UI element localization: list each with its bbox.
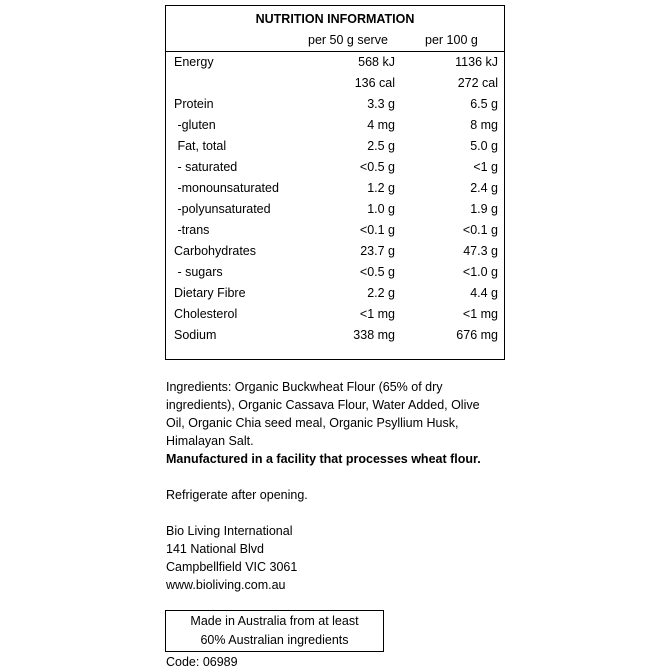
nutrient-label: -polyunsaturated xyxy=(174,202,271,216)
ingredients-line: ingredients), Organic Cassava Flour, Water Added, Olive xyxy=(166,398,480,412)
suburb-state-postcode: Campbellfield VIC 3061 xyxy=(166,560,298,574)
nutrient-label: Fat, total xyxy=(174,139,227,153)
value-per-100g: <1.0 g xyxy=(462,265,498,279)
value-per-serve: 2.5 g xyxy=(367,139,395,153)
nutrient-label: Cholesterol xyxy=(174,307,238,321)
nutrient-label: Dietary Fibre xyxy=(174,286,246,300)
ingredients-line: Himalayan Salt. xyxy=(166,434,254,448)
origin-line-1: Made in Australia from at least xyxy=(190,614,359,628)
nutrition-row xyxy=(166,178,504,199)
value-per-serve: 1.0 g xyxy=(367,202,395,216)
origin-line-2: 60% Australian ingredients xyxy=(200,633,349,647)
value-per-serve: 23.7 g xyxy=(360,244,395,258)
value-per-serve: 136 cal xyxy=(354,76,395,90)
storage-instructions: Refrigerate after opening. xyxy=(166,488,308,502)
nutrition-row xyxy=(166,73,504,94)
column-header-per-100g: per 100 g xyxy=(425,33,478,47)
nutrition-title: NUTRITION INFORMATION xyxy=(255,12,415,26)
value-per-serve: 3.3 g xyxy=(367,97,395,111)
value-per-serve: 338 mg xyxy=(353,328,395,342)
nutrient-label: -trans xyxy=(174,223,210,237)
nutrient-label: Protein xyxy=(174,97,214,111)
value-per-serve: <0.5 g xyxy=(359,160,395,174)
nutrient-label: - saturated xyxy=(174,160,238,174)
value-per-100g: 47.3 g xyxy=(463,244,498,258)
value-per-100g: 676 mg xyxy=(456,328,498,342)
value-per-serve: <1 mg xyxy=(359,307,395,321)
nutrition-row xyxy=(166,94,504,115)
column-header-per-serve: per 50 g serve xyxy=(308,33,388,47)
value-per-100g: 2.4 g xyxy=(470,181,498,195)
nutrient-label: Carbohydrates xyxy=(174,244,256,258)
nutrition-row xyxy=(166,283,504,304)
nutrition-row xyxy=(166,304,504,325)
value-per-100g: 5.0 g xyxy=(470,139,498,153)
ingredients-block xyxy=(166,378,511,468)
value-per-100g: 1.9 g xyxy=(470,202,498,216)
nutrition-row xyxy=(166,220,504,241)
value-per-serve: <0.1 g xyxy=(359,223,395,237)
value-per-100g: <0.1 g xyxy=(462,223,498,237)
value-per-100g: 8 mg xyxy=(470,118,498,132)
ingredients-line: Oil, Organic Chia seed meal, Organic Psyllium Husk, xyxy=(166,416,459,430)
value-per-serve: 1.2 g xyxy=(367,181,395,195)
value-per-serve: <0.5 g xyxy=(359,265,395,279)
nutrition-rows xyxy=(166,52,504,346)
website: www.bioliving.com.au xyxy=(166,578,286,592)
nutrition-panel xyxy=(165,5,505,360)
value-per-100g: 272 cal xyxy=(457,76,498,90)
company-name: Bio Living International xyxy=(166,524,293,538)
nutrition-row xyxy=(166,157,504,178)
nutrition-row xyxy=(166,52,504,73)
value-per-serve: 2.2 g xyxy=(367,286,395,300)
nutrient-label: Energy xyxy=(174,55,214,69)
allergen-statement: Manufactured in a facility that processes wheat flour. xyxy=(166,452,481,466)
nutrition-row xyxy=(166,115,504,136)
value-per-100g: <1 g xyxy=(473,160,498,174)
value-per-serve: 568 kJ xyxy=(358,55,395,69)
value-per-100g: 4.4 g xyxy=(470,286,498,300)
value-per-100g: 1136 kJ xyxy=(455,55,498,69)
nutrition-row xyxy=(166,325,504,346)
value-per-100g: <1 mg xyxy=(462,307,498,321)
nutrition-row xyxy=(166,136,504,157)
nutrient-label: -gluten xyxy=(174,118,216,132)
street-address: 141 National Blvd xyxy=(166,542,264,556)
nutrient-label: -monounsaturated xyxy=(174,181,279,195)
value-per-serve: 4 mg xyxy=(367,118,395,132)
nutrition-row xyxy=(166,241,504,262)
nutrition-row xyxy=(166,262,504,283)
nutrient-label: - sugars xyxy=(174,265,223,279)
nutrition-row xyxy=(166,199,504,220)
country-of-origin-box xyxy=(165,610,384,652)
value-per-100g: 6.5 g xyxy=(470,97,498,111)
company-address xyxy=(166,522,511,594)
ingredients-line: Ingredients: Organic Buckwheat Flour (65% of dry xyxy=(166,380,443,394)
product-code: Code: 06989 xyxy=(166,655,238,669)
nutrient-label: Sodium xyxy=(174,328,217,342)
